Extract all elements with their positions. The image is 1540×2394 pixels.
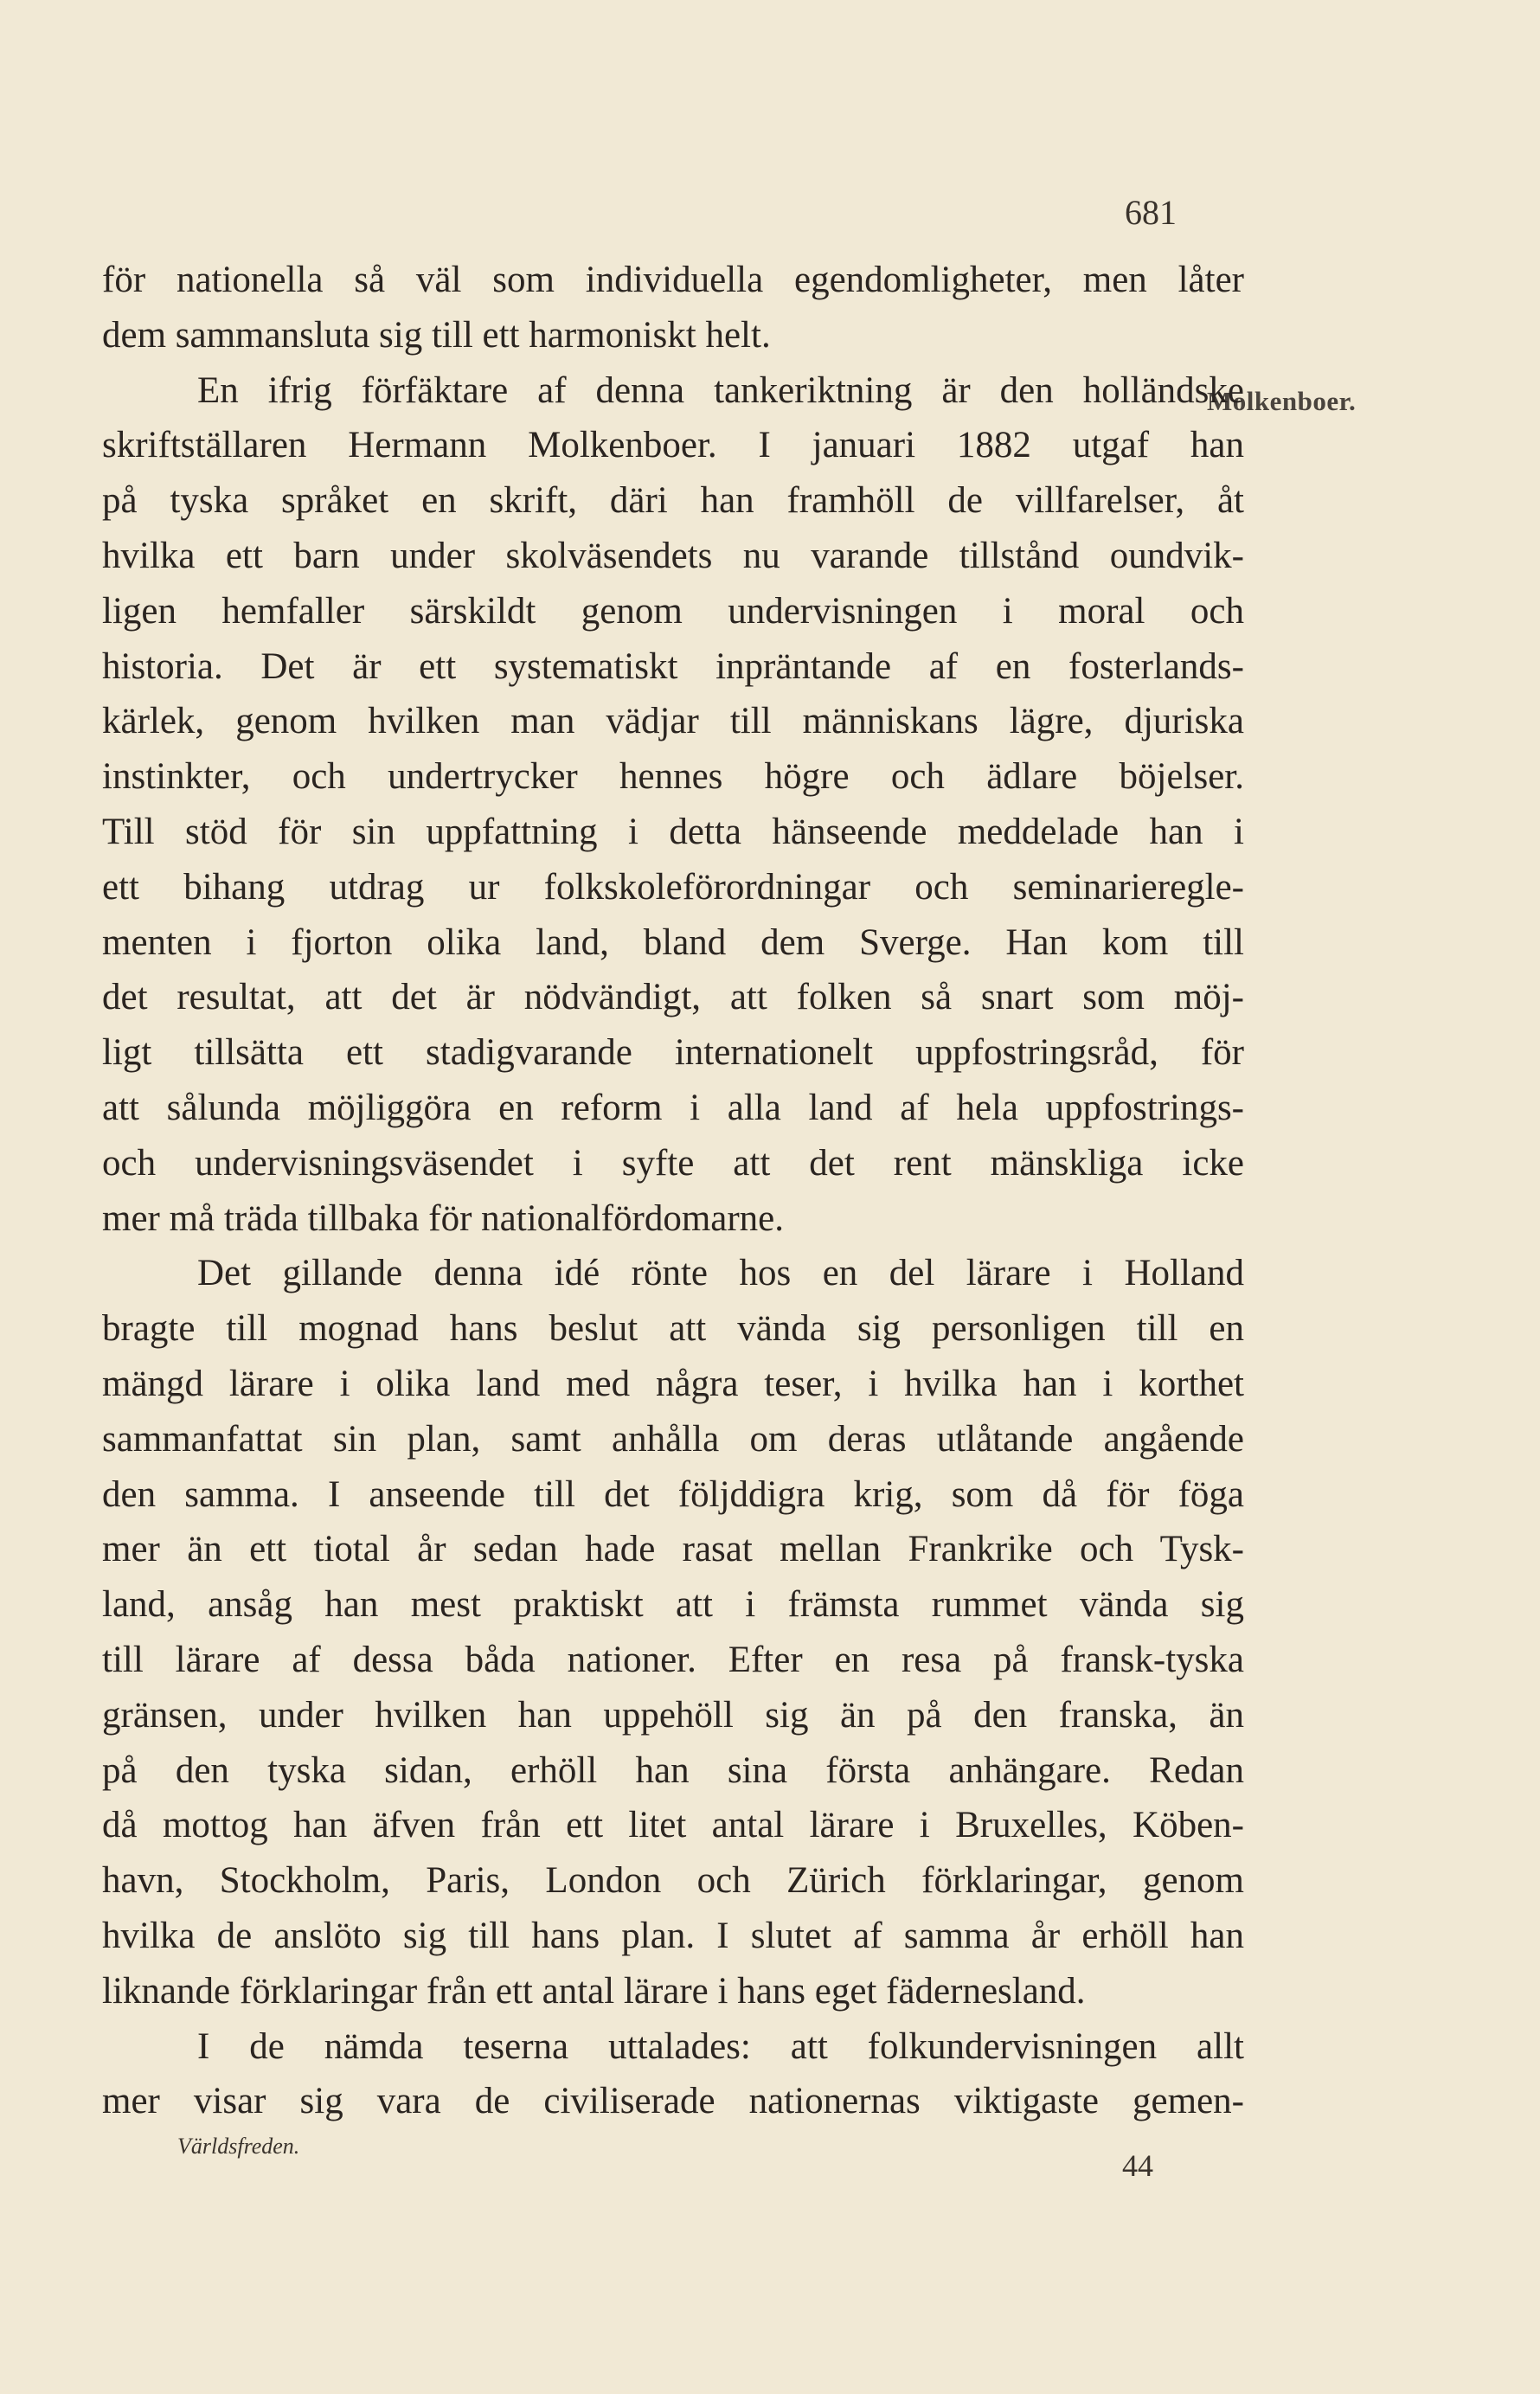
- sheet-number: 44: [1122, 2148, 1153, 2183]
- text-line: och undervisningsväsendet i syfte att det rent mänskliga icke: [102, 1142, 1244, 1184]
- text-line: mer än ett tiotal år sedan hade rasat mellan Frankrike och Tysk-: [102, 1529, 1244, 1570]
- text-line: hvilka de anslöto sig till hans plan. I slutet af samma år erhöll han: [102, 1915, 1244, 1956]
- margin-note: Molkenboer.: [1207, 386, 1357, 416]
- printer-signature: Världsfreden.: [177, 2134, 300, 2159]
- text-line: sammanfattat sin plan, samt anhålla om deras utlåtande angående: [102, 1418, 1244, 1460]
- text-line: hvilka ett barn under skolväsendets nu varande tillstånd oundvik-: [102, 535, 1244, 576]
- text-line: mer visar sig vara de civiliserade nationernas viktigaste gemen-: [102, 2081, 1244, 2122]
- page-number: 681: [1125, 193, 1177, 232]
- text-line: det resultat, att det är nödvändigt, att folken så snart som möj-: [102, 977, 1244, 1018]
- text-line: ligen hemfaller särskildt genom undervisningen i moral och: [102, 590, 1244, 632]
- text-line: för nationella så väl som individuella egendomligheter, men låter: [102, 260, 1244, 300]
- text-line: havn, Stockholm, Paris, London och Zürich förklaringar, genom: [102, 1860, 1244, 1902]
- text-line: liknande förklaringar från ett antal lärare i hans eget fädernesland.: [102, 1970, 1086, 2012]
- text-line: dem sammansluta sig till ett harmoniskt helt.: [102, 314, 771, 356]
- text-line: En ifrig förfäktare af denna tankeriktning är den holländske: [197, 369, 1244, 411]
- text-line: instinkter, och undertrycker hennes högre och ädlare böjelser.: [102, 756, 1244, 798]
- text-line: gränsen, under hvilken han uppehöll sig än på den franska, än: [102, 1694, 1244, 1736]
- text-line: Det gillande denna idé rönte hos en del lärare i Holland: [197, 1253, 1244, 1294]
- text-line: mängd lärare i olika land med några teser, i hvilka han i korthet: [102, 1363, 1244, 1404]
- text-line: den samma. I anseende till det följddigra krig, som då för föga: [102, 1473, 1244, 1515]
- text-line: till lärare af dessa båda nationer. Efter en resa på fransk-tyska: [102, 1639, 1244, 1680]
- text-line: bragte till mognad hans beslut att vända sig personligen till en: [102, 1308, 1244, 1350]
- body-text: [102, 253, 1244, 2129]
- text-line: kärlek, genom hvilken man vädjar till människans lägre, djuriska: [102, 701, 1244, 742]
- text-line: att sålunda möjliggöra en reform i alla land af hela uppfostrings-: [102, 1087, 1244, 1128]
- text-line: land, ansåg han mest praktiskt att i främsta rummet vända sig: [102, 1584, 1244, 1626]
- text-line: skriftställaren Hermann Molkenboer. I januari 1882 utgaf han: [102, 425, 1244, 466]
- text-line: menten i fjorton olika land, bland dem Sverge. Han kom till: [102, 921, 1244, 963]
- text-line: ligt tillsätta ett stadigvarande internationelt uppfostringsråd, för: [102, 1032, 1244, 1074]
- text-line: Till stöd för sin uppfattning i detta hänseende meddelade han i: [102, 811, 1244, 852]
- text-line: I de nämda teserna uttalades: att folkundervisningen allt: [197, 2025, 1244, 2067]
- text-line: då mottog han äfven från ett litet antal lärare i Bruxelles, Köben-: [102, 1805, 1244, 1846]
- text-line: mer må träda tillbaka för nationalfördomarne.: [102, 1197, 785, 1239]
- text-line: ett bihang utdrag ur folkskoleförordningar och seminariereglе-: [102, 866, 1244, 908]
- text-line: på tyska språket en skrift, däri han framhöll de villfarelser, åt: [102, 480, 1244, 522]
- text-line: historia. Det är ett systematiskt inpräntande af en fosterlands-: [102, 645, 1244, 687]
- text-line: på den tyska sidan, erhöll han sina första anhängare. Redan: [102, 1749, 1244, 1791]
